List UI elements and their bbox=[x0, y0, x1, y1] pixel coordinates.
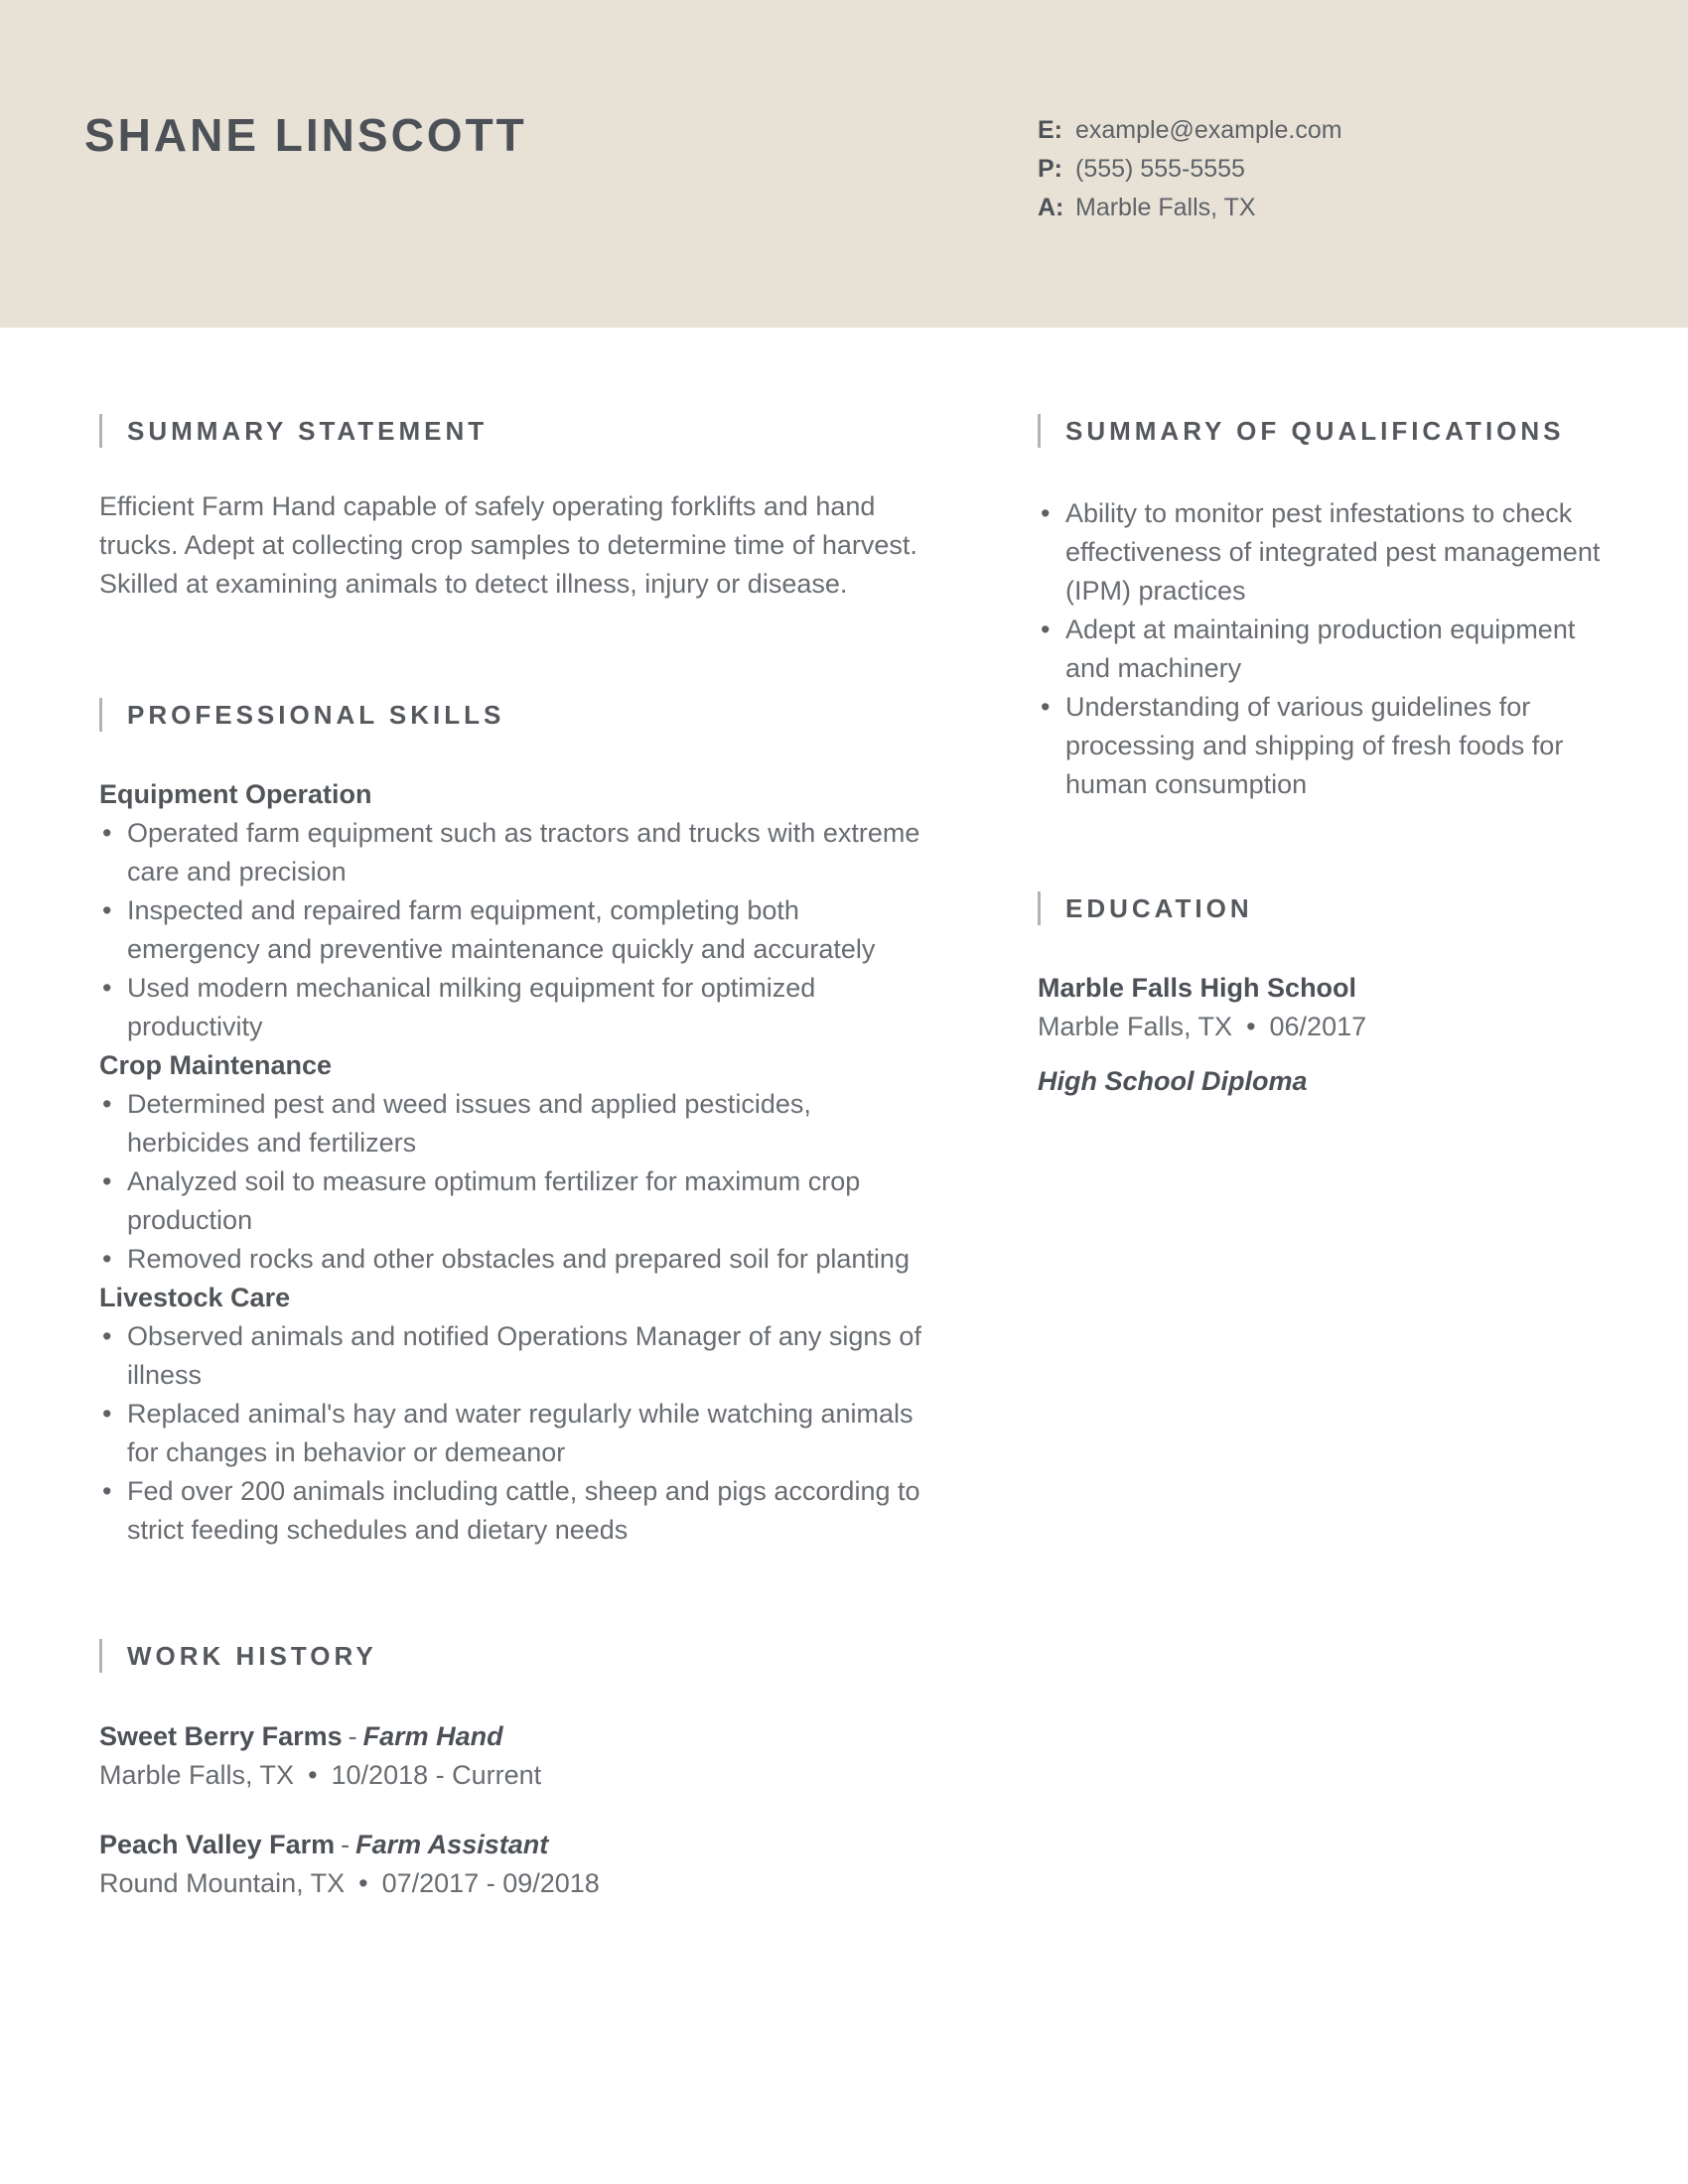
section-heading-label: SUMMARY OF QUALIFICATIONS bbox=[1065, 415, 1565, 446]
section-heading-bar bbox=[1038, 414, 1041, 448]
contact-block bbox=[1038, 111, 1604, 227]
bullet-icon: • bbox=[102, 1166, 112, 1196]
bullet-icon: • bbox=[1041, 692, 1051, 722]
section-heading bbox=[99, 414, 923, 448]
bullet-item bbox=[1038, 494, 1604, 611]
section-summary-statement bbox=[99, 414, 923, 604]
bullet-list bbox=[1038, 494, 1604, 804]
job-title-line bbox=[99, 1717, 923, 1756]
contact-label-email: E: bbox=[1038, 116, 1062, 144]
bullet-icon: • bbox=[102, 1476, 112, 1506]
bullet-item bbox=[1038, 688, 1604, 804]
job-role: Farm Hand bbox=[362, 1721, 503, 1751]
skill-group-title: Equipment Operation bbox=[99, 779, 372, 809]
bullet-icon: • bbox=[102, 1321, 112, 1351]
job-meta-line bbox=[99, 1756, 923, 1795]
section-summary-of-qualifications bbox=[1038, 414, 1604, 804]
contact-value-email: example@example.com bbox=[1075, 116, 1342, 144]
bullet-icon: • bbox=[102, 1089, 112, 1119]
job-location: Marble Falls, TX bbox=[99, 1760, 295, 1790]
bullet-list bbox=[99, 1317, 923, 1550]
skill-group-crop-maintenance bbox=[99, 1046, 923, 1279]
contact-value-address: Marble Falls, TX bbox=[1075, 194, 1256, 221]
bullet-item bbox=[99, 1472, 923, 1550]
job-separator: - bbox=[341, 1830, 351, 1859]
bullet-text: Adept at maintaining production equipment and machinery bbox=[1065, 614, 1576, 683]
bullet-text: Determined pest and weed issues and applied pesticides, herbicides and fertilizers bbox=[127, 1089, 811, 1158]
bullet-item bbox=[1038, 611, 1604, 688]
bullet-item bbox=[99, 814, 923, 891]
bullet-item bbox=[99, 1395, 923, 1472]
bullet-text: Ability to monitor pest infestations to check effectiveness of integrated pest management (IPM) practices bbox=[1065, 498, 1601, 606]
bullet-text: Removed rocks and other obstacles and prepared soil for planting bbox=[127, 1244, 910, 1274]
job-company: Peach Valley Farm bbox=[99, 1830, 336, 1859]
bullet-icon: • bbox=[102, 1399, 112, 1429]
job-dates: 07/2017 - 09/2018 bbox=[381, 1868, 600, 1898]
section-education bbox=[1038, 891, 1604, 1101]
job-entry bbox=[99, 1717, 923, 1795]
job-company: Sweet Berry Farms bbox=[99, 1721, 343, 1751]
degree-name: High School Diploma bbox=[1038, 1066, 1308, 1096]
bullet-icon: • bbox=[102, 1244, 112, 1274]
job-entry bbox=[99, 1826, 923, 1903]
section-heading bbox=[1038, 891, 1604, 925]
person-name: SHANE LINSCOTT bbox=[84, 109, 527, 161]
bullet-text: Replaced animal's hay and water regularly while watching animals for changes in behavior or demeanor bbox=[127, 1399, 914, 1467]
bullet-separator-icon: • bbox=[358, 1868, 368, 1898]
section-heading-label: WORK HISTORY bbox=[127, 1640, 377, 1671]
summary-text: Efficient Farm Hand capable of safely operating forklifts and hand trucks. Adept at collecting crop samples to determine time of harvest. Skilled at examining animals to detect illness, injury or disease. bbox=[99, 491, 917, 599]
bullet-item bbox=[99, 1317, 923, 1395]
left-column bbox=[84, 414, 923, 1934]
bullet-item bbox=[99, 1240, 923, 1279]
education-location: Marble Falls, TX bbox=[1038, 1012, 1233, 1041]
contact-label-address: A: bbox=[1038, 194, 1064, 221]
job-meta-line bbox=[99, 1864, 923, 1903]
section-heading bbox=[99, 1639, 923, 1673]
job-dates: 10/2018 - Current bbox=[331, 1760, 542, 1790]
bullet-list bbox=[99, 1085, 923, 1279]
left-column-inner bbox=[84, 414, 923, 1903]
bullet-item bbox=[99, 1162, 923, 1240]
bullet-separator-icon: • bbox=[1246, 1012, 1256, 1041]
bullet-icon: • bbox=[1041, 498, 1051, 528]
bullet-separator-icon: • bbox=[308, 1760, 318, 1790]
contact-value-phone: (555) 555-5555 bbox=[1075, 155, 1245, 183]
bullet-text: Analyzed soil to measure optimum fertilizer for maximum crop production bbox=[127, 1166, 861, 1235]
bullet-item bbox=[99, 1085, 923, 1162]
right-column bbox=[1038, 414, 1604, 1101]
skill-group-livestock-care bbox=[99, 1279, 923, 1550]
resume-body bbox=[0, 328, 1688, 1934]
bullet-text: Observed animals and notified Operations Manager of any signs of illness bbox=[127, 1321, 921, 1390]
bullet-text: Understanding of various guidelines for processing and shipping of fresh foods for human consumption bbox=[1065, 692, 1564, 799]
header bbox=[0, 0, 1688, 328]
section-heading-bar bbox=[99, 698, 102, 732]
section-heading-label: SUMMARY STATEMENT bbox=[127, 415, 489, 446]
job-title-line bbox=[99, 1826, 923, 1864]
contact-row-address bbox=[1038, 189, 1604, 227]
bullet-text: Fed over 200 animals including cattle, sheep and pigs according to strict feeding schedules and dietary needs bbox=[127, 1476, 920, 1545]
section-heading bbox=[99, 698, 923, 732]
contact-row-email bbox=[1038, 111, 1604, 150]
section-work-history bbox=[99, 1639, 923, 1903]
skill-group-title: Crop Maintenance bbox=[99, 1050, 333, 1080]
section-heading-label: PROFESSIONAL SKILLS bbox=[127, 699, 505, 730]
section-heading bbox=[1038, 414, 1604, 448]
job-location: Round Mountain, TX bbox=[99, 1868, 346, 1898]
bullet-item bbox=[99, 969, 923, 1046]
education-dates: 06/2017 bbox=[1269, 1012, 1367, 1041]
job-role: Farm Assistant bbox=[355, 1830, 549, 1859]
bullet-text: Inspected and repaired farm equipment, completing both emergency and preventive maintenance quickly and accurately bbox=[127, 895, 876, 964]
school-name: Marble Falls High School bbox=[1038, 973, 1357, 1003]
job-entries bbox=[99, 1717, 923, 1903]
skill-groups bbox=[99, 775, 923, 1550]
section-professional-skills bbox=[99, 698, 923, 1550]
bullet-icon: • bbox=[102, 895, 112, 925]
section-heading-bar bbox=[99, 414, 102, 448]
education-entry bbox=[1038, 969, 1604, 1101]
bullet-item bbox=[99, 891, 923, 969]
bullet-icon: • bbox=[102, 973, 112, 1003]
section-heading-bar bbox=[1038, 891, 1041, 925]
contact-label-phone: P: bbox=[1038, 155, 1062, 183]
skill-group-title: Livestock Care bbox=[99, 1283, 291, 1312]
bullet-icon: • bbox=[102, 818, 112, 848]
bullet-icon: • bbox=[1041, 614, 1051, 644]
education-meta-line bbox=[1038, 1008, 1604, 1046]
bullet-text: Operated farm equipment such as tractors and trucks with extreme care and precision bbox=[127, 818, 920, 887]
bullet-list bbox=[99, 814, 923, 1046]
section-heading-bar bbox=[99, 1639, 102, 1673]
skill-group-equipment-operation bbox=[99, 775, 923, 1046]
contact-row-phone bbox=[1038, 150, 1604, 189]
job-separator: - bbox=[348, 1721, 357, 1751]
bullet-text: Used modern mechanical milking equipment for optimized productivity bbox=[127, 973, 816, 1041]
section-heading-label: EDUCATION bbox=[1065, 892, 1253, 923]
